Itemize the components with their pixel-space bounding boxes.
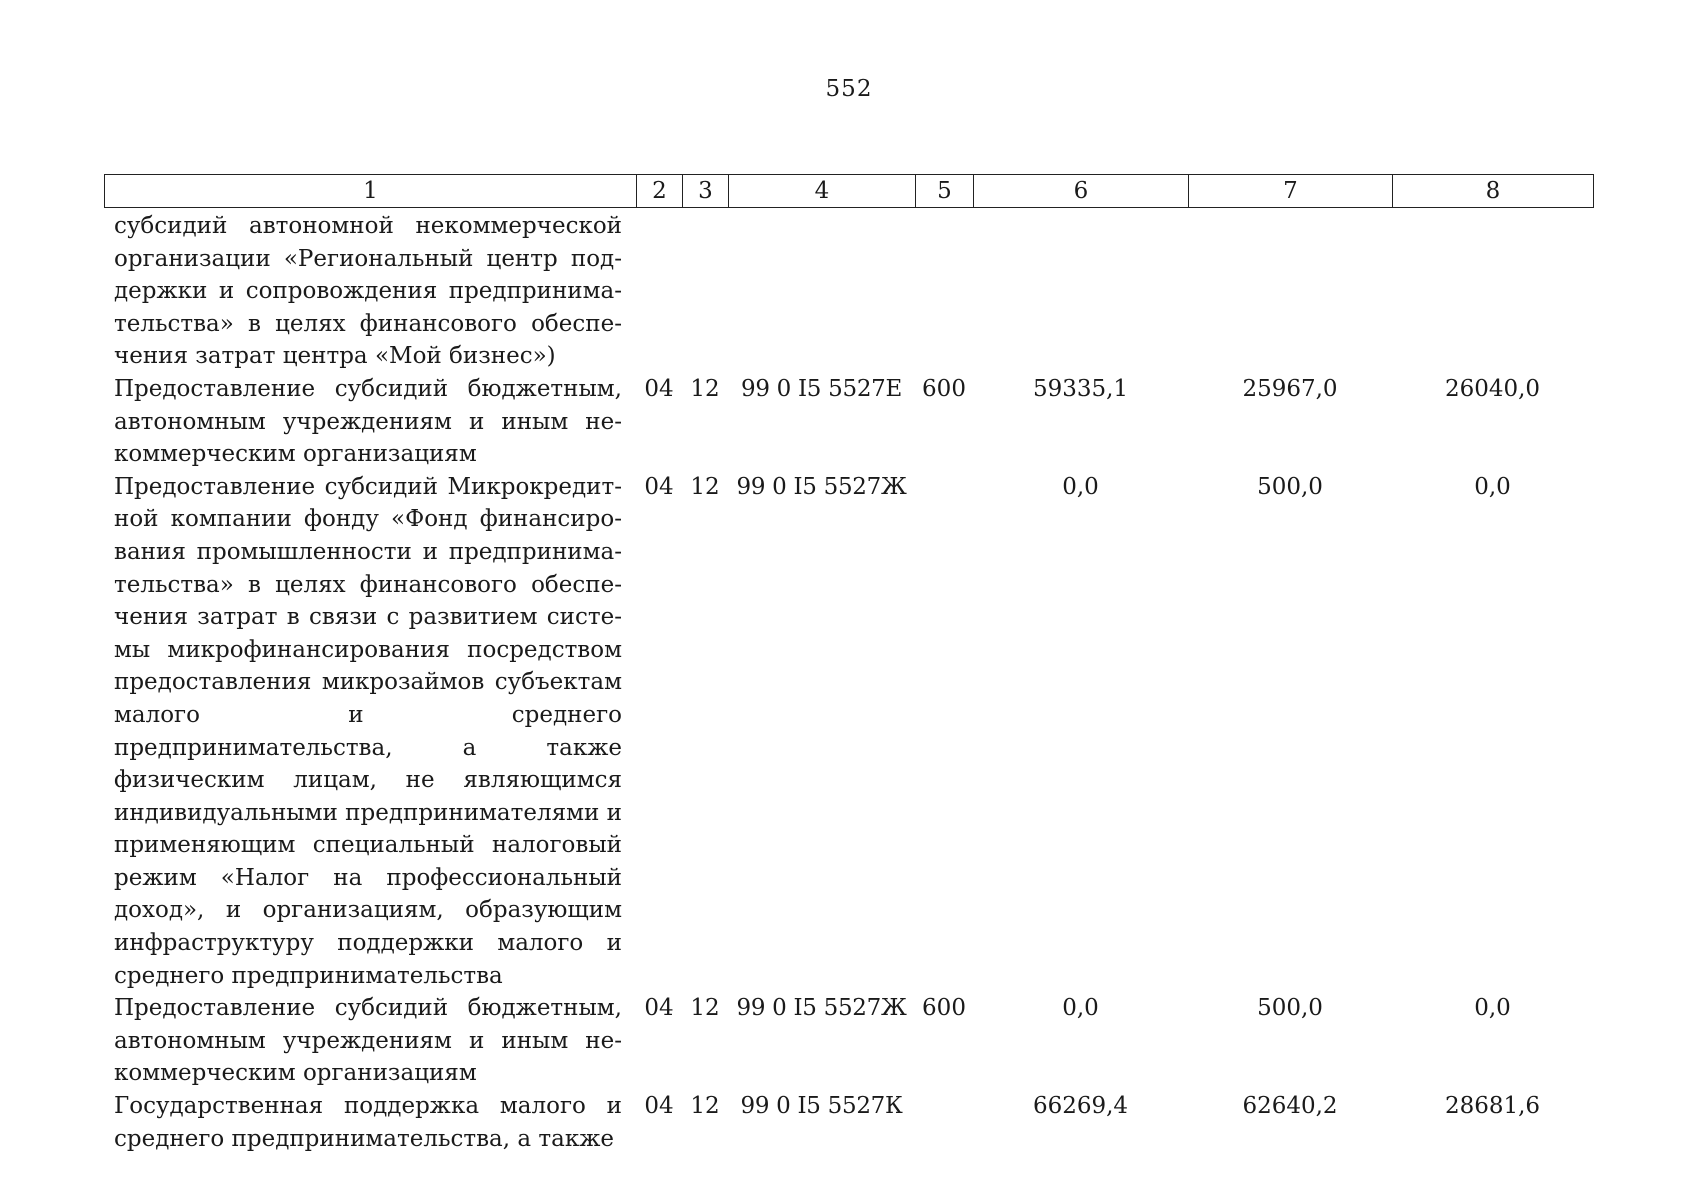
header-cell-4: 4 (729, 175, 916, 208)
table-row (104, 992, 1593, 1090)
row-section-code: 04 (644, 995, 674, 1022)
header-cell-6: 6 (974, 175, 1189, 208)
row-amount-col8: 0,0 (1474, 473, 1511, 500)
row-amount-col6: 59335,1 (1032, 375, 1129, 402)
row-subsection-code: 12 (690, 375, 720, 402)
row-description: Предоставление субсидий Микрокредитной компании фонду «Фонд финансирования промышленности и предпринимательства» в целях финансового обеспечения затрат в связи с развитием системы микрофинансирования посредством предоставления микрозаймов субъектам малого и среднего предпринимательства, а также физическим лицам, не являющимся индивидуальными предпринимателями и применяющим специальный налоговый режим «Налог на профессиональный доход», и организациям, образующим инфраструктуру поддержки малого и среднего предпринимательства (114, 473, 622, 989)
row-target-article: 99 0 I5 5527Ж (736, 473, 907, 500)
row-expense-type (915, 1090, 973, 1155)
row-amount-col7: 500,0 (1257, 473, 1323, 500)
row-amount-col6: 0,0 (1062, 473, 1099, 500)
header-cell-7: 7 (1189, 175, 1393, 208)
row-subsection-code: 12 (690, 995, 720, 1022)
row-amount-col8 (1392, 210, 1593, 373)
row-target-article: 99 0 I5 5527Ж (736, 995, 907, 1022)
row-section-code: 04 (644, 1093, 674, 1120)
table-header (104, 174, 1594, 208)
row-amount-col7 (1188, 210, 1392, 373)
header-cell-2: 2 (637, 175, 683, 208)
header-cell-8: 8 (1393, 175, 1594, 208)
table-row (104, 1090, 1593, 1155)
row-expense-type (915, 210, 973, 373)
row-amount-col8: 0,0 (1474, 995, 1511, 1022)
header-cell-3: 3 (683, 175, 729, 208)
row-subsection-code: 12 (690, 473, 720, 500)
row-subsection-code: 12 (690, 1093, 720, 1120)
row-section-code (636, 210, 682, 373)
page-number: 552 (825, 76, 873, 102)
header-cell-1: 1 (105, 175, 637, 208)
row-amount-col8: 28681,6 (1444, 1093, 1541, 1120)
row-amount-col7: 500,0 (1257, 995, 1323, 1022)
header-cell-5: 5 (916, 175, 974, 208)
row-description: Государственная поддержка малого и среднего предпринимательства, а также (114, 1093, 622, 1152)
row-amount-col6: 0,0 (1062, 995, 1099, 1022)
row-amount-col6: 66269,4 (1032, 1093, 1129, 1120)
row-amount-col6 (973, 210, 1188, 373)
header-row (105, 175, 1594, 208)
row-subsection-code (682, 210, 728, 373)
row-description: Предоставление субсидий бюджетным, автономным учреждениям и иным некоммерческим организациям (114, 995, 622, 1087)
row-description: Предоставление субсидий бюджетным, автономным учреждениям и иным некоммерческим организациям (114, 375, 622, 468)
table-body (104, 210, 1593, 1155)
row-expense-type: 600 (922, 375, 966, 402)
row-target-article: 99 0 I5 5527К (740, 1093, 903, 1120)
row-expense-type: 600 (922, 995, 966, 1022)
row-amount-col7: 62640,2 (1242, 1093, 1338, 1120)
row-amount-col7: 25967,0 (1242, 375, 1338, 402)
table-row (104, 471, 1593, 993)
table-row (104, 210, 1593, 373)
row-amount-col8: 26040,0 (1444, 375, 1541, 402)
table-row (104, 373, 1593, 471)
row-section-code: 04 (644, 375, 674, 402)
row-target-article: 99 0 I5 5527Е (741, 375, 902, 402)
row-expense-type (915, 471, 973, 993)
row-description: субсидий автономной некоммерческой организации «Региональный центр поддержки и сопровождения предпринимательства» в целях финансового обеспечения затрат центра «Мой бизнес») (114, 213, 622, 370)
row-target-article (728, 210, 915, 373)
row-section-code: 04 (644, 473, 674, 500)
